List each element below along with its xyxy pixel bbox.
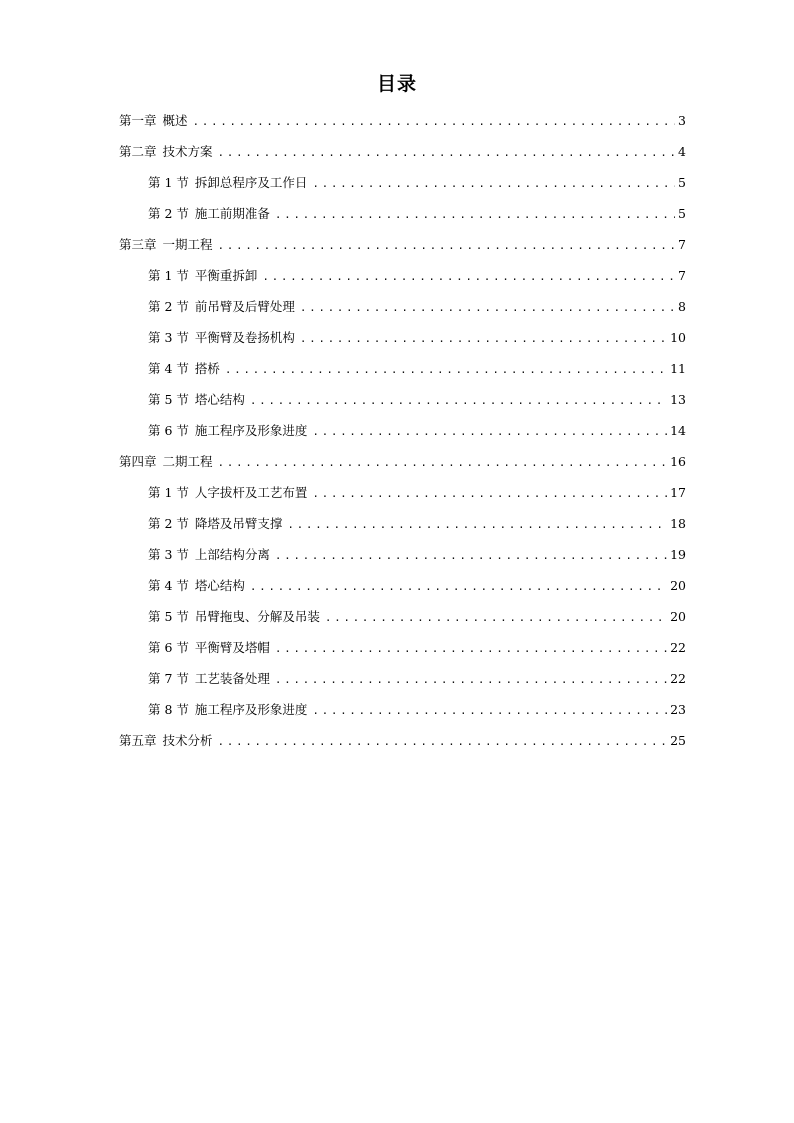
toc-entry-number: 第 6 节 (148, 640, 189, 655)
toc-entry-text: 拆卸总程序及工作日 (194, 175, 308, 190)
toc-entry-text: 技术分析 (162, 733, 213, 748)
toc-dot-leader (312, 174, 675, 194)
toc-page-number: 25 (670, 733, 686, 748)
toc-page-number: 4 (678, 144, 686, 159)
toc-section-entry[interactable] (119, 638, 686, 669)
toc-entry-text: 概述 (162, 113, 188, 128)
toc-page-number: 20 (670, 578, 686, 593)
toc-entry-number: 第 4 节 (148, 578, 189, 593)
toc-entry-label (119, 452, 213, 472)
toc-entry-number: 第四章 (119, 454, 157, 469)
toc-dot-leader (218, 143, 675, 163)
toc-entry-label (148, 576, 245, 596)
toc-page-number: 17 (670, 485, 686, 500)
toc-section-entry[interactable] (119, 669, 686, 700)
toc-entry-text: 前吊臂及后臂处理 (194, 299, 295, 314)
toc-entry-text: 人字拔杆及工艺布置 (194, 485, 308, 500)
toc-page-number: 7 (678, 237, 686, 252)
toc-section-entry[interactable] (119, 266, 686, 297)
toc-section-entry[interactable] (119, 607, 686, 638)
toc-entry-number: 第 2 节 (148, 299, 189, 314)
toc-entry-number: 第 1 节 (148, 175, 189, 190)
toc-entry-label (119, 111, 188, 131)
toc-entry-text: 降塔及吊臂支撑 (194, 516, 283, 531)
toc-dot-leader (300, 298, 675, 318)
toc-entry-label (148, 328, 295, 348)
toc-entry-number: 第 8 节 (148, 702, 189, 717)
toc-chapter-entry[interactable] (119, 452, 686, 483)
toc-dot-leader (275, 205, 675, 225)
toc-entry-label (119, 142, 213, 162)
toc-dot-leader (275, 546, 667, 566)
toc-entry-number: 第 3 节 (148, 547, 189, 562)
toc-entry-text: 平衡臂及塔帽 (194, 640, 270, 655)
toc-entry-label (119, 235, 213, 255)
toc-entry-number: 第 2 节 (148, 516, 189, 531)
toc-page-number: 7 (678, 268, 686, 283)
toc-dot-leader (218, 453, 668, 473)
toc-chapter-entry[interactable] (119, 111, 686, 142)
toc-dot-leader (325, 608, 667, 628)
toc-page-number: 22 (670, 671, 686, 686)
toc-page-number: 8 (678, 299, 686, 314)
toc-dot-leader (250, 391, 667, 411)
toc-dot-leader (287, 515, 667, 535)
toc-dot-leader (218, 236, 675, 256)
toc-entry-label (148, 545, 270, 565)
toc-entry-label (148, 204, 270, 224)
toc-entry-text: 吊臂拖曳、分解及吊装 (194, 609, 320, 624)
toc-entry-text: 工艺装备处理 (194, 671, 270, 686)
toc-dot-leader (225, 360, 667, 380)
toc-entry-number: 第一章 (119, 113, 157, 128)
toc-dot-leader (300, 329, 667, 349)
toc-page-number: 10 (670, 330, 686, 345)
toc-entry-label (148, 483, 307, 503)
toc-section-entry[interactable] (119, 204, 686, 235)
toc-entry-text: 平衡重拆卸 (194, 268, 258, 283)
toc-dot-leader (312, 422, 667, 442)
toc-entry-label (148, 638, 270, 658)
toc-page-number: 5 (678, 206, 686, 221)
toc-entry-label (148, 607, 320, 627)
toc-page-number: 18 (670, 516, 686, 531)
toc-page-number: 5 (678, 175, 686, 190)
toc-section-entry[interactable] (119, 297, 686, 328)
toc-page-number: 22 (670, 640, 686, 655)
toc-dot-leader (250, 577, 667, 597)
toc-entry-number: 第 5 节 (148, 392, 189, 407)
toc-section-entry[interactable] (119, 545, 686, 576)
toc-entry-text: 施工程序及形象进度 (194, 702, 308, 717)
toc-section-entry[interactable] (119, 576, 686, 607)
toc-page-number: 3 (678, 113, 686, 128)
toc-entry-text: 一期工程 (162, 237, 213, 252)
toc-entry-number: 第五章 (119, 733, 157, 748)
toc-chapter-entry[interactable] (119, 235, 686, 266)
toc-title: 目录 (376, 73, 417, 95)
toc-chapter-entry[interactable] (119, 142, 686, 173)
toc-section-entry[interactable] (119, 173, 686, 204)
toc-section-entry[interactable] (119, 700, 686, 731)
toc-entry-label (148, 173, 307, 193)
toc-chapter-entry[interactable] (119, 731, 686, 762)
toc-entry-number: 第 7 节 (148, 671, 189, 686)
toc-entry-label (119, 731, 213, 751)
toc-page-number: 16 (670, 454, 686, 469)
toc-section-entry[interactable] (119, 514, 686, 545)
toc-dot-leader (312, 701, 667, 721)
toc-entry-number: 第 6 节 (148, 423, 189, 438)
toc-section-entry[interactable] (119, 390, 686, 421)
toc-entry-label (148, 359, 220, 379)
toc-page-number: 14 (670, 423, 686, 438)
toc-entry-text: 施工程序及形象进度 (194, 423, 308, 438)
toc-entry-label (148, 266, 257, 286)
toc-entry-number: 第三章 (119, 237, 157, 252)
toc-page-number: 11 (670, 361, 686, 376)
toc-entry-text: 施工前期准备 (194, 206, 270, 221)
toc-entry-label (148, 297, 295, 317)
toc-dot-leader (275, 639, 667, 659)
toc-entry-text: 上部结构分离 (194, 547, 270, 562)
toc-section-entry[interactable] (119, 483, 686, 514)
toc-entry-number: 第 3 节 (148, 330, 189, 345)
toc-page-number: 20 (670, 609, 686, 624)
toc-entry-label (148, 700, 307, 720)
toc-entry-text: 平衡臂及卷扬机构 (194, 330, 295, 345)
toc-entry-label (148, 421, 307, 441)
toc-entry-text: 塔心结构 (194, 392, 245, 407)
toc-entry-number: 第 4 节 (148, 361, 189, 376)
toc-section-entry[interactable] (119, 359, 686, 390)
toc-section-entry[interactable] (119, 421, 686, 452)
toc-entry-number: 第 5 节 (148, 609, 189, 624)
toc-entry-number: 第 1 节 (148, 268, 189, 283)
toc-page-number: 23 (670, 702, 686, 717)
toc-entry-text: 二期工程 (162, 454, 213, 469)
toc-entry-label (148, 514, 282, 534)
toc-entry-number: 第 2 节 (148, 206, 189, 221)
toc-dot-leader (312, 484, 667, 504)
toc-entry-label (148, 669, 270, 689)
toc-dot-leader (218, 732, 668, 752)
toc-entry-label (148, 390, 245, 410)
toc-entry-text: 技术方案 (162, 144, 213, 159)
toc-dot-leader (193, 112, 675, 132)
toc-entry-number: 第二章 (119, 144, 157, 159)
toc-dot-leader (262, 267, 675, 287)
toc-dot-leader (275, 670, 667, 690)
toc-page-number: 19 (670, 547, 686, 562)
toc-entry-text: 搭桥 (194, 361, 220, 376)
toc-list (119, 111, 686, 762)
toc-section-entry[interactable] (119, 328, 686, 359)
toc-entry-text: 塔心结构 (194, 578, 245, 593)
toc-entry-number: 第 1 节 (148, 485, 189, 500)
toc-page-number: 13 (670, 392, 686, 407)
